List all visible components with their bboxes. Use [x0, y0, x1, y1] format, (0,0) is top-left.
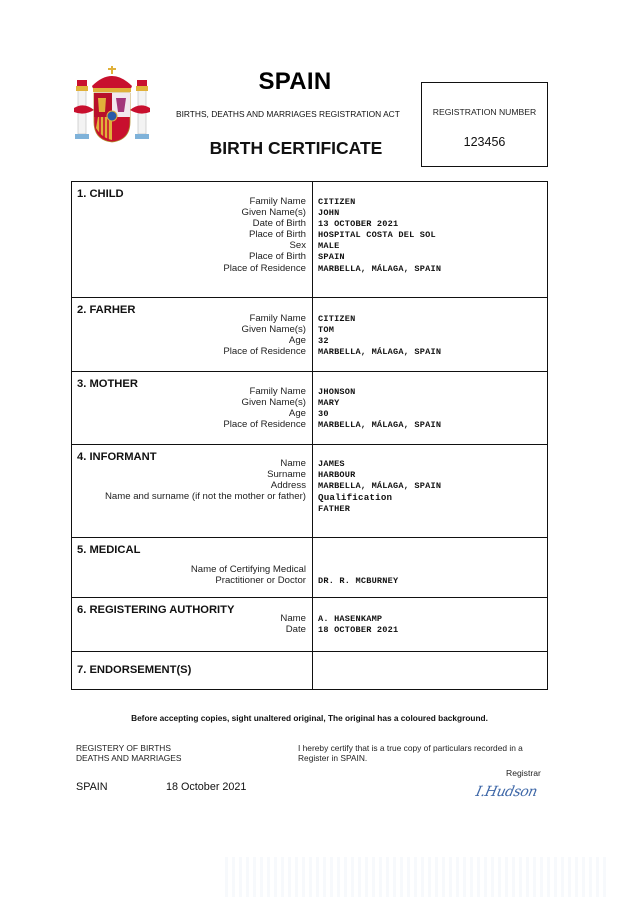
registry-office-line2: DEATHS AND MARRIAGES	[76, 753, 182, 764]
field-label: Practitioner or Doctor	[215, 575, 306, 587]
registration-date: 18 OCTOBER 2021	[318, 625, 399, 636]
father-given-names: TOM	[318, 325, 335, 336]
informant-surname: HARBOUR	[318, 470, 356, 481]
mother-family-name: JHONSON	[318, 387, 356, 397]
child-country-of-birth: SPAIN	[318, 252, 345, 263]
field-label: Date	[285, 624, 306, 636]
child-place-of-birth: HOSPITAL COSTA DEL SOL	[318, 230, 436, 241]
field-label: Place of Birth	[248, 229, 306, 241]
field-label: Name	[280, 458, 306, 469]
mother-place-of-residence: MARBELLA, MÁLAGA, SPAIN	[318, 420, 442, 431]
section-medical	[72, 538, 547, 598]
medical-practitioner-name: DR. R. MCBURNEY	[318, 576, 399, 586]
field-label: Name	[280, 613, 306, 624]
section-title: 2. FARHER	[77, 304, 136, 316]
field-label: Address	[270, 480, 306, 492]
field-label: Sex	[289, 240, 306, 252]
field-label: Place of Residence	[223, 262, 306, 274]
informant-name: JAMES	[318, 459, 345, 469]
mother-given-names: MARY	[318, 398, 340, 409]
issue-date: 18 October 2021	[166, 781, 247, 793]
section-title: 7. ENDORSEMENT(S)	[77, 664, 192, 676]
registrar-signature: I.Hudson	[474, 784, 539, 800]
field-label: Given Name(s)	[241, 207, 306, 219]
section-registering-authority	[72, 598, 547, 652]
field-label: Place of Residence	[223, 419, 306, 431]
child-family-name: CITIZEN	[318, 197, 356, 207]
child-date-of-birth: 13 OCTOBER 2021	[318, 219, 399, 230]
field-label: Name of Certifying Medical	[190, 564, 306, 575]
faded-watermark	[225, 857, 610, 897]
registration-act-subtitle: BIRTHS, DEATHS AND MARRIAGES REGISTRATION ACT	[176, 109, 400, 119]
child-given-names: JOHN	[318, 208, 340, 219]
registry-office-line1: REGISTERY OF BIRTHS	[76, 743, 171, 753]
section-title: 3. MOTHER	[77, 378, 138, 390]
document-title: BIRTH CERTIFICATE	[209, 138, 383, 158]
section-title: 4. INFORMANT	[77, 451, 157, 463]
section-informant	[72, 445, 547, 538]
country-title: SPAIN	[258, 68, 332, 95]
field-label: Family Name	[249, 313, 306, 324]
father-place-of-residence: MARBELLA, MÁLAGA, SPAIN	[318, 347, 442, 358]
informant-extra-label: Name and surname (if not the mother or father)	[104, 491, 306, 503]
informant-address: MARBELLA, MÁLAGA, SPAIN	[318, 481, 442, 492]
registrar-name: A. HASENKAMP	[318, 614, 383, 624]
section-title: 1. CHILD	[77, 188, 124, 200]
section-endorsements	[72, 652, 547, 689]
certification-statement: I hereby certify that is a true copy of particulars recorded in a Register in SPAIN.	[298, 743, 523, 764]
field-label: Age	[288, 335, 306, 347]
field-label: Family Name	[249, 196, 306, 207]
field-label: Given Name(s)	[241, 324, 306, 336]
registrar-label: Registrar	[506, 768, 541, 778]
field-label: Place of Birth	[248, 251, 306, 263]
field-label: Place of Residence	[223, 346, 306, 358]
registry-office	[76, 743, 181, 764]
child-sex: MALE	[318, 241, 340, 252]
issue-place: SPAIN	[76, 781, 108, 793]
child-place-of-residence: MARBELLA, MÁLAGA, SPAIN	[318, 263, 442, 274]
mother-age: 30	[318, 409, 329, 420]
registration-number-label: REGISTRATION NUMBER	[432, 107, 537, 117]
copy-notice: Before accepting copies, sight unaltered original, The original has a coloured background.	[131, 713, 488, 723]
spain-coat-of-arms-icon	[72, 64, 152, 146]
certificate-table	[71, 181, 548, 690]
father-age: 32	[318, 336, 329, 347]
field-label: Surname	[267, 469, 306, 481]
registration-number-value: 123456	[463, 135, 506, 149]
section-mother	[72, 372, 547, 445]
field-label: Family Name	[249, 386, 306, 397]
registration-number-box	[421, 82, 548, 167]
section-title: 5. MEDICAL	[77, 544, 141, 556]
field-label: Age	[288, 408, 306, 420]
field-label: Given Name(s)	[241, 397, 306, 409]
section-title: 6. REGISTERING AUTHORITY	[77, 604, 235, 616]
father-family-name: CITIZEN	[318, 314, 356, 324]
informant-qualification-value: FATHER	[318, 504, 351, 515]
field-label: Date of Birth	[252, 218, 306, 230]
section-child	[72, 182, 547, 298]
informant-qualification-label: Qualification	[318, 492, 393, 504]
section-father	[72, 298, 547, 372]
